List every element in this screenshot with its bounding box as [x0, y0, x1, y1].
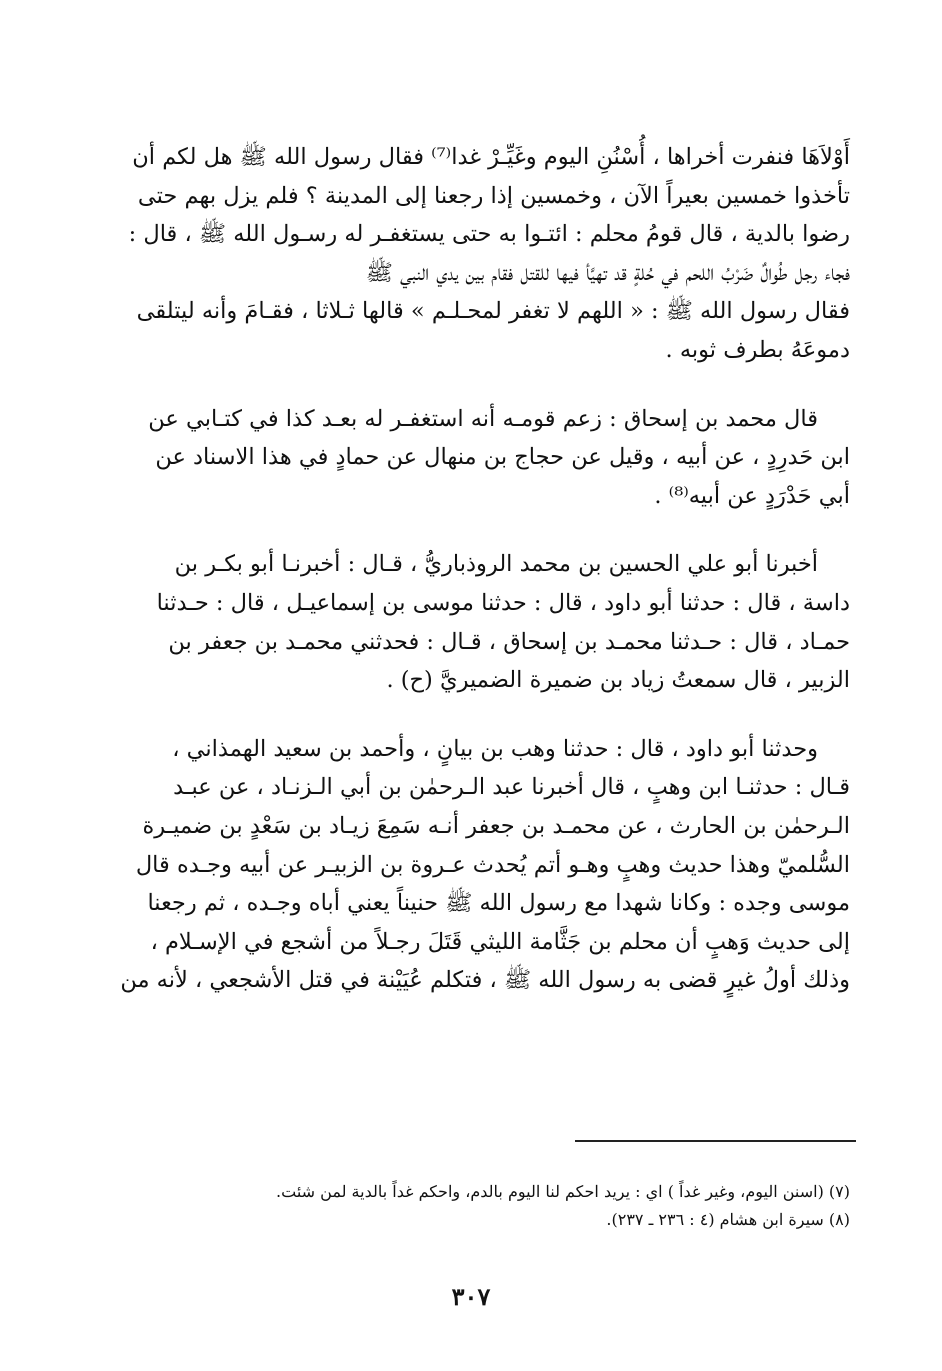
footnote-7: (٧) (اسنن اليوم، وغير غداً ) اي : يريد احكم لنا اليوم بالدم، واحكم غداً بالدية لمن شئت. [276, 1182, 850, 1201]
text-line: دموعَهُ بطرف ثوبه . [665, 336, 850, 363]
text-line: أبي حَدْرَدٍ عن أبيه⁽⁸⁾ . [654, 482, 850, 509]
text-line: موسى وجده : وكانا شهدا مع رسول الله ﷺ حنيناً يعني أباه وجـده ، ثم رجعنا [147, 890, 850, 917]
text-line: فقال رسول الله ﷺ : « اللهم لا تغفر لمحـلـم » قالها ثـلاثا ، فقـامَ وأنه ليتلقى [136, 298, 850, 325]
text-line: الزبير ، قال سمعتُ زياد بن ضميرة الضميريَّ (ح) . [386, 667, 850, 694]
main-text [118, 138, 850, 1000]
text-line: تأخذوا خمسين بعيراً الآن ، وخمسين إذا رجعنا إلى المدينة ؟ فلم يزل بهم حتى [137, 182, 850, 209]
paragraph-4 [118, 730, 850, 1000]
text-line: فجاء رجل طُوالٌ ضَرْبُ اللحم في حُلةٍ قد تهيَّأ فيها للقتل فقام بين يدي النبي ﷺ [365, 259, 850, 286]
footnotes [180, 1178, 850, 1234]
text-line: رضوا بالدية ، قال قومُ محلم : ائتـوا به حتى يستغفـر له رسـول الله ﷺ ، قال : [128, 221, 850, 248]
text-line: حمـاد ، قال : حـدثنا محمـد بن إسحاق ، قـال : فحدثني محمـد بن جعفر بن [168, 628, 850, 655]
text-line: وذلك أولُ غيرٍ قضى به رسول الله ﷺ ، فتكلم عُيَيْنة في قتل الأشجعي ، لأنه من [120, 967, 850, 994]
text-line: وحدثنا أبو داود ، قال : حدثنا وهب بن بيانٍ ، وأحمد بن سعيد الهمذاني ، [172, 735, 818, 762]
text-line: قـال : حدثنـا ابن وهبٍ ، قال أخبرنا عبد الـرحمٰن بن أبي الـزنـاد ، عن عبـد [173, 774, 850, 801]
text-line: أخبرنا أبو علي الحسين بن محمد الروذباريُّ ، قـال : أخبرنـا أبو بكـر بن [174, 551, 818, 578]
text-line: قال محمد بن إسحاق : زعم قومـه أنه استغفـر له بعـد كذا في كتـابي عن [148, 405, 818, 432]
page-number: ٣٠٧ [451, 1282, 491, 1311]
text-line: الـرحمٰن بن الحارث ، عن محمـد بن جعفر أنـه سَمِعَ زيـاد بن سَعْدٍ بن ضميـرة [142, 812, 850, 839]
text-line: داسة ، قال : حدثنا أبو داود ، قال : حدثنا موسى بن إسماعيـل ، قال : حـدثنا [156, 589, 850, 616]
text-line: إلى حديث وَهبٍ أن محلم بن جَثَّامة الليثي قَتَلَ رجـلاً من أشجع في الإسـلام ، [150, 928, 850, 955]
paragraph-3 [118, 545, 850, 699]
paragraph-1 [118, 138, 850, 370]
text-line: أَوْلاَهَا فنفرت أخراها ، أُسْنُنِ اليوم وغَيِّـرْ غدا⁽⁷⁾ فقال رسول الله ﷺ هل لكم أن [132, 144, 850, 170]
footnote-separator [575, 1140, 856, 1142]
paragraph-2 [118, 400, 850, 516]
text-line: ابن حَدرِدٍ ، عن أبيه ، وقيل عن حجاج بن منهال عن حمادٍ في هذا الاسناد عن [155, 444, 850, 471]
footnote-8: (٨) سيرة ابن هشام (٤ : ٢٣٦ ـ ٢٣٧). [606, 1210, 850, 1229]
text-line: السُّلميّ وهذا حديث وهبٍ وهـو أتم يُحدث عـروة بن الزبيـر عن أبيه وجـده قال [135, 851, 850, 878]
